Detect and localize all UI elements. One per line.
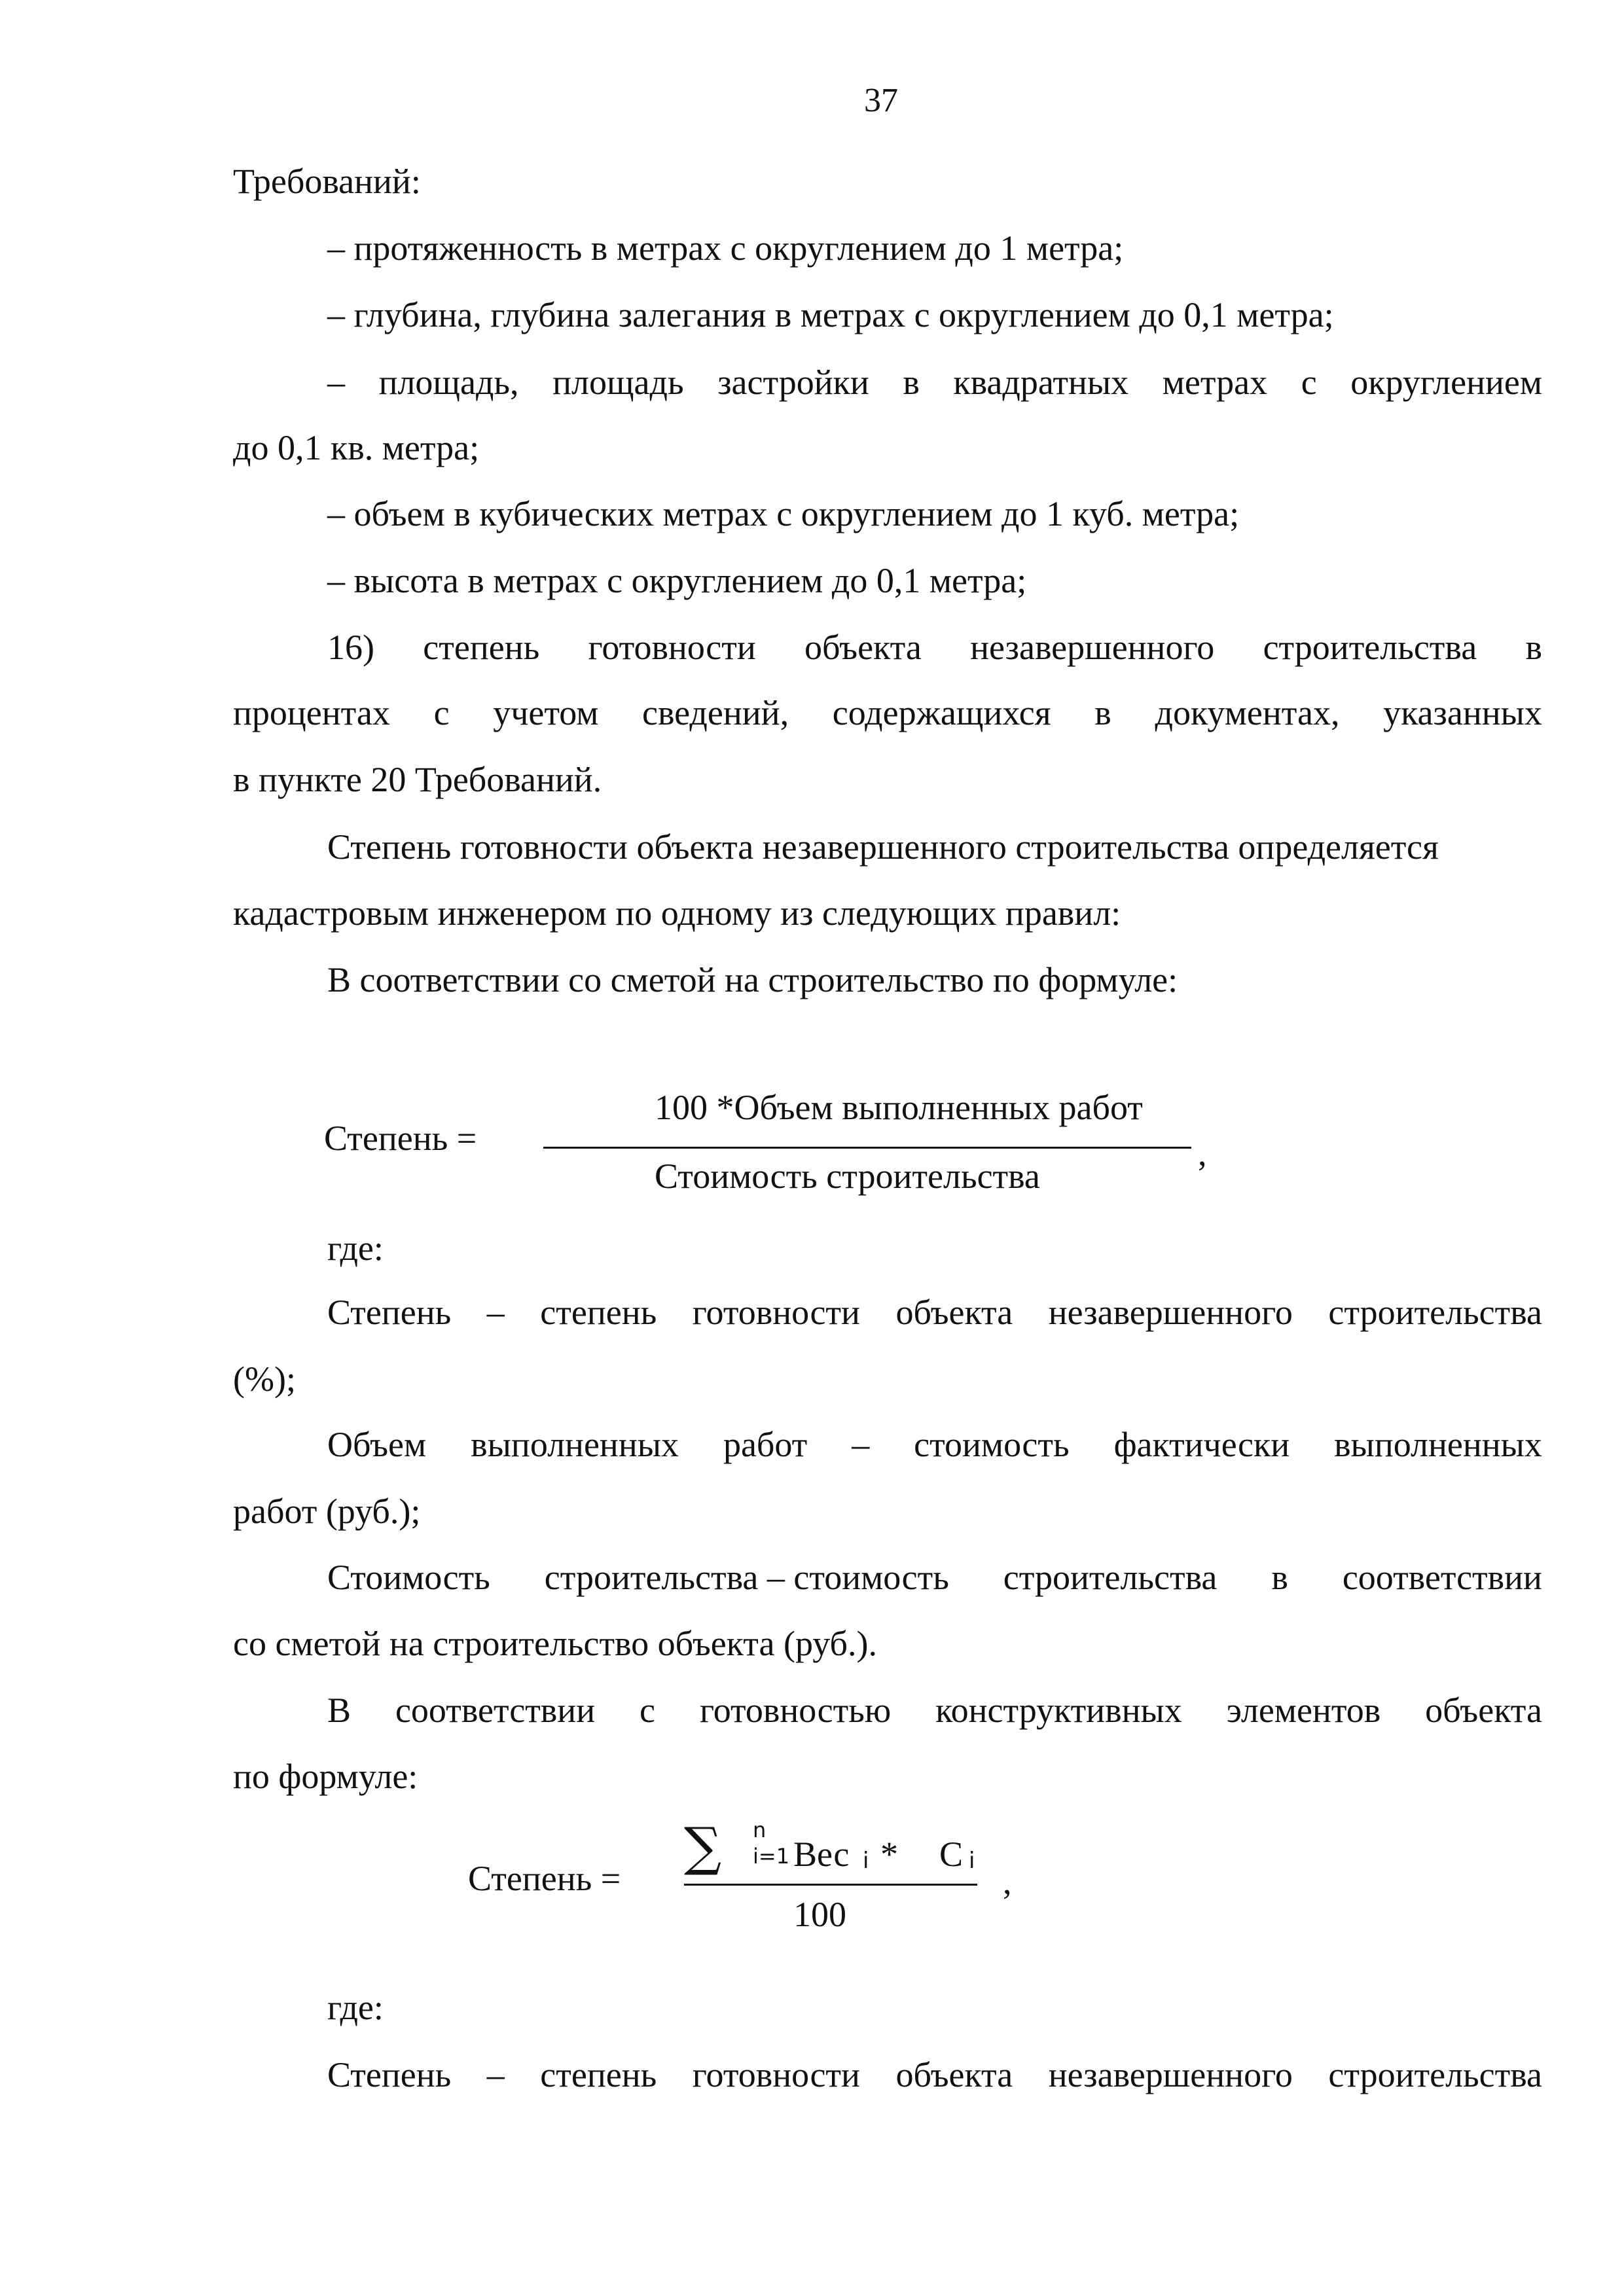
word: выполненных xyxy=(471,1425,679,1464)
word: строительства – стоимость xyxy=(544,1558,949,1597)
word: объекта xyxy=(895,2055,1013,2094)
formula-term-weight: Вес xyxy=(793,1835,850,1874)
word: документах, xyxy=(1155,693,1340,732)
word: выполненных xyxy=(1334,1425,1542,1464)
list-item xyxy=(327,365,1542,400)
sum-lower-limit: i=1 xyxy=(753,1844,790,1869)
where-label: где: xyxy=(327,1988,384,2027)
word: в xyxy=(1094,693,1111,732)
word: в xyxy=(1271,1558,1288,1597)
definition-line: (%); xyxy=(233,1359,296,1399)
definition-line: работ (руб.); xyxy=(233,1492,421,1531)
word: строительства xyxy=(1328,2055,1542,2094)
word: метрах xyxy=(1162,363,1268,402)
formula-denominator: Стоимость строительства xyxy=(655,1157,1040,1196)
list-item: – высота в метрах с округлением до 0,1 метра; xyxy=(327,561,1027,600)
word: – xyxy=(327,363,345,402)
word: учетом xyxy=(493,693,599,732)
word: процентах xyxy=(233,693,390,732)
list-item: – глубина, глубина залегания в метрах с округлением до 0,1 метра; xyxy=(327,295,1334,334)
word: площадь, xyxy=(378,363,519,402)
word: степень xyxy=(423,628,540,667)
word: соответствии xyxy=(1342,1558,1542,1597)
where-label: где: xyxy=(327,1229,384,1268)
definition-line xyxy=(327,2057,1542,2092)
definition-line xyxy=(327,1427,1542,1462)
word: объекта xyxy=(895,1293,1013,1332)
word: стоимость xyxy=(914,1425,1070,1464)
word: Степень xyxy=(327,1293,452,1332)
word: строительства xyxy=(1263,628,1477,667)
word: готовностью xyxy=(699,1691,892,1730)
formula-subscript: i xyxy=(969,1848,975,1874)
paragraph-line xyxy=(233,695,1542,730)
word: степень xyxy=(540,2055,657,2094)
word: строительства xyxy=(1003,1558,1218,1597)
word: готовности xyxy=(692,1293,860,1332)
sum-symbol-icon: ∑ xyxy=(684,1816,722,1877)
word: объекта xyxy=(804,628,922,667)
paragraph-line: Степень готовности объекта незавершенного строительства определяется xyxy=(327,827,1439,867)
word: незавершенного xyxy=(1048,1293,1293,1332)
word: сведений, xyxy=(642,693,789,732)
formula-trailing-comma: , xyxy=(1003,1862,1012,1901)
formula-lhs: Степень = xyxy=(468,1859,621,1898)
formula-lhs: Степень = xyxy=(324,1119,477,1158)
word: застройки xyxy=(717,363,869,402)
paragraph-line: в пункте 20 Требований. xyxy=(233,760,602,799)
word: – xyxy=(852,1425,870,1464)
formula-term-c: С xyxy=(939,1835,964,1874)
word: содержащихся xyxy=(832,693,1051,732)
word: – xyxy=(486,1293,505,1332)
list-item-continuation: до 0,1 кв. метра; xyxy=(233,428,480,467)
word: Объем xyxy=(327,1425,427,1464)
word: в xyxy=(1525,628,1542,667)
paragraph-line: кадастровым инженером по одному из следующих правил: xyxy=(233,893,1121,933)
definition-line xyxy=(327,1560,1542,1595)
definition-line: со сметой на строительство объекта (руб.). xyxy=(233,1624,877,1663)
list-item: – объем в кубических метрах с округлением до 1 куб. метра; xyxy=(327,494,1240,533)
sum-upper-limit: n xyxy=(753,1818,767,1842)
word: указанных xyxy=(1383,693,1542,732)
paragraph-line xyxy=(327,630,1542,665)
word: соответствии xyxy=(395,1691,596,1730)
word: готовности xyxy=(692,2055,860,2094)
word: незавершенного xyxy=(970,628,1215,667)
paragraph-line: В соответствии со сметой на строительство по формуле: xyxy=(327,960,1178,999)
definition-line xyxy=(327,1295,1542,1330)
word: Степень xyxy=(327,2055,452,2094)
paragraph-line xyxy=(327,1693,1542,1728)
word: готовности xyxy=(588,628,756,667)
word: 16) xyxy=(327,628,374,667)
paragraph-line: Требований: xyxy=(233,162,421,201)
formula-trailing-comma: , xyxy=(1198,1134,1207,1173)
word: незавершенного xyxy=(1048,2055,1293,2094)
formula-numerator: 100 *Объем выполненных работ xyxy=(655,1088,1143,1127)
word: в xyxy=(903,363,920,402)
word: конструктивных xyxy=(935,1691,1182,1730)
list-item: – протяженность в метрах с округлением до 1 метра; xyxy=(327,228,1124,268)
page-number: 37 xyxy=(864,82,898,119)
fraction-bar xyxy=(543,1147,1191,1149)
paragraph-line: по формуле: xyxy=(233,1757,418,1796)
word: Стоимость xyxy=(327,1558,490,1597)
word: с xyxy=(640,1691,655,1730)
word: степень xyxy=(540,1293,657,1332)
word: площадь xyxy=(552,363,684,402)
word: – xyxy=(486,2055,505,2094)
word: с xyxy=(433,693,450,732)
fraction-bar xyxy=(684,1884,977,1886)
word: объекта xyxy=(1425,1691,1542,1730)
word: с xyxy=(1301,363,1317,402)
word: квадратных xyxy=(953,363,1129,402)
formula-denominator: 100 xyxy=(793,1895,846,1934)
word: В xyxy=(327,1691,352,1730)
word: работ xyxy=(723,1425,808,1464)
formula-operator: * xyxy=(880,1835,898,1874)
formula-subscript: i xyxy=(863,1848,869,1874)
word: округлением xyxy=(1350,363,1542,402)
word: элементов xyxy=(1226,1691,1381,1730)
word: строительства xyxy=(1328,1293,1542,1332)
word: фактически xyxy=(1113,1425,1290,1464)
